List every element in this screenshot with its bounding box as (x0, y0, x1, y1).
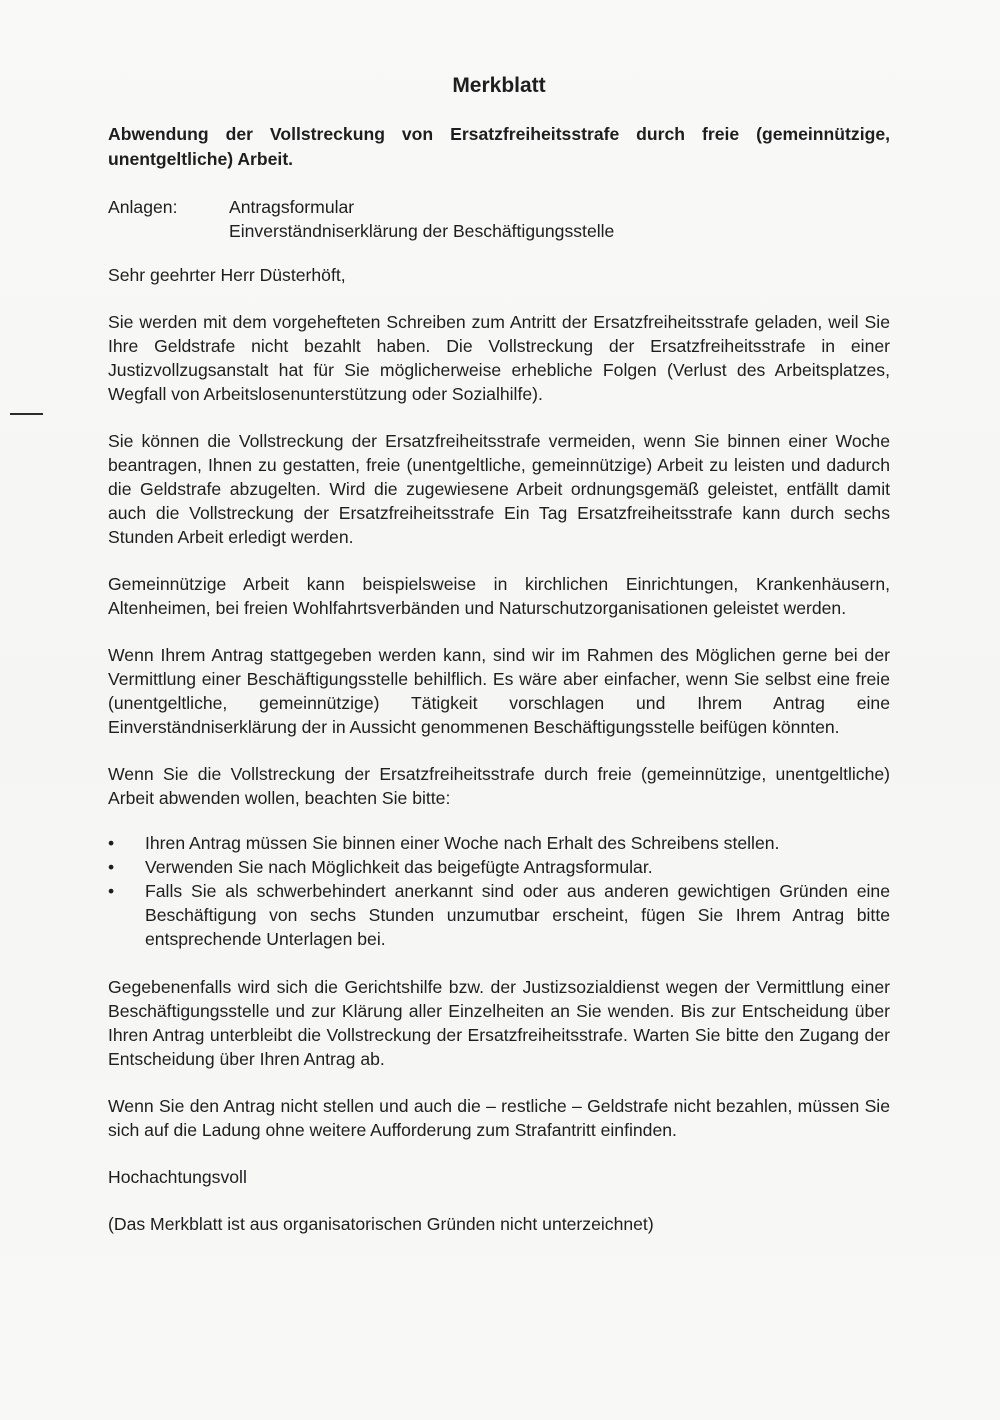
list-item (108, 855, 890, 879)
signature-note: (Das Merkblatt ist aus organisatorischen Gründen nicht unterzeichnet) (108, 1214, 654, 1234)
salutation: Sehr geehrter Herr Düsterhöft, (108, 265, 346, 285)
list-item-text: Ihren Antrag müssen Sie binnen einer Woche nach Erhalt des Schreibens stellen. (145, 833, 780, 853)
enclosure-item: Antragsformular (229, 197, 355, 217)
document-title: Merkblatt (452, 74, 546, 97)
enclosures (108, 195, 890, 243)
paragraph: Sie können die Vollstreckung der Ersatzfreiheitsstrafe vermeiden, wenn Sie binnen einer Woche beantragen, Ihnen zu gestatten, freie (unentgeltliche, gemeinnützige) Arbeit zu leisten und dadurch die Geldstrafe abzugelten. Wird die zugewiesene Arbeit ordnungsgemäß geleistet, entfällt damit auch die Vollstreckung der Ersatzfreiheitsstrafe Ein Tag Ersatzfreiheitsstrafe kann durch sechs Stunden Arbeit erledigt werden. (108, 431, 890, 547)
list-item (108, 879, 890, 951)
document-subject: Abwendung der Vollstreckung von Ersatzfreiheitsstrafe durch freie (gemeinnützige, unentgeltliche) Arbeit. (108, 124, 890, 169)
paragraph: Wenn Sie die Vollstreckung der Ersatzfreiheitsstrafe durch freie (gemeinnützige, unentgeltliche) Arbeit abwenden wollen, beachten Sie bitte: (108, 764, 890, 808)
list-item-text: Falls Sie als schwerbehindert anerkannt sind oder aus anderen gewichtigen Gründen eine Beschäftigung von sechs Stunden unzumutbar erscheint, fügen Sie Ihrem Antrag bitte entsprechende Unterlagen bei. (145, 881, 890, 949)
bullet-marker: • (108, 857, 115, 877)
closing: Hochachtungsvoll (108, 1167, 247, 1187)
paragraph: Sie werden mit dem vorgehefteten Schreiben zum Antritt der Ersatzfreiheitsstrafe geladen, weil Sie Ihre Geldstrafe nicht bezahlt haben. Die Vollstreckung der Ersatzfreiheitsstrafe in einer Justizvollzugsanstalt hat für Sie möglicherweise erhebliche Folgen (Verlust des Arbeitsplatzes, Wegfall von Arbeitslosenunterstützung oder Sozialhilfe). (108, 312, 890, 404)
enclosures-label: Anlagen: (108, 197, 178, 217)
list-item (108, 831, 890, 855)
paragraph: Wenn Ihrem Antrag stattgegeben werden kann, sind wir im Rahmen des Möglichen gerne bei der Vermittlung einer Beschäftigungsstelle behilflich. Es wäre aber einfacher, wenn Sie selbst eine freie (unentgeltliche, gemeinnützige) Tätigkeit vorschlagen und Ihrem Antrag eine Einverständniserklärung der in Aussicht genommenen Beschäftigungsstelle beifügen könnten. (108, 645, 890, 737)
paragraph: Gegebenenfalls wird sich die Gerichtshilfe bzw. der Justizsozialdienst wegen der Vermittlung einer Beschäftigungsstelle und zur Klärung aller Einzelheiten an Sie wenden. Bis zur Entscheidung über Ihren Antrag unterbleibt die Vollstreckung der Ersatzfreiheitsstrafe. Warten Sie bitte den Zugang der Entscheidung über Ihren Antrag ab. (108, 977, 890, 1069)
fold-mark (10, 413, 43, 415)
bullet-marker: • (108, 833, 115, 853)
enclosure-item: Einverständniserklärung der Beschäftigungsstelle (229, 221, 615, 241)
bullet-list (108, 831, 890, 951)
document-body (108, 72, 890, 1236)
bullet-marker: • (108, 881, 115, 901)
enclosures-list (229, 195, 614, 243)
list-item-text: Verwenden Sie nach Möglichkeit das beigefügte Antragsformular. (145, 857, 653, 877)
paragraph: Gemeinnützige Arbeit kann beispielsweise in kirchlichen Einrichtungen, Krankenhäusern, Altenheimen, bei freien Wohlfahrtsverbänden und Naturschutzorganisationen geleistet werden. (108, 574, 890, 618)
paragraph: Wenn Sie den Antrag nicht stellen und auch die – restliche – Geldstrafe nicht bezahlen, müssen Sie sich auf die Ladung ohne weitere Aufforderung zum Strafantritt einfinden. (108, 1096, 890, 1140)
